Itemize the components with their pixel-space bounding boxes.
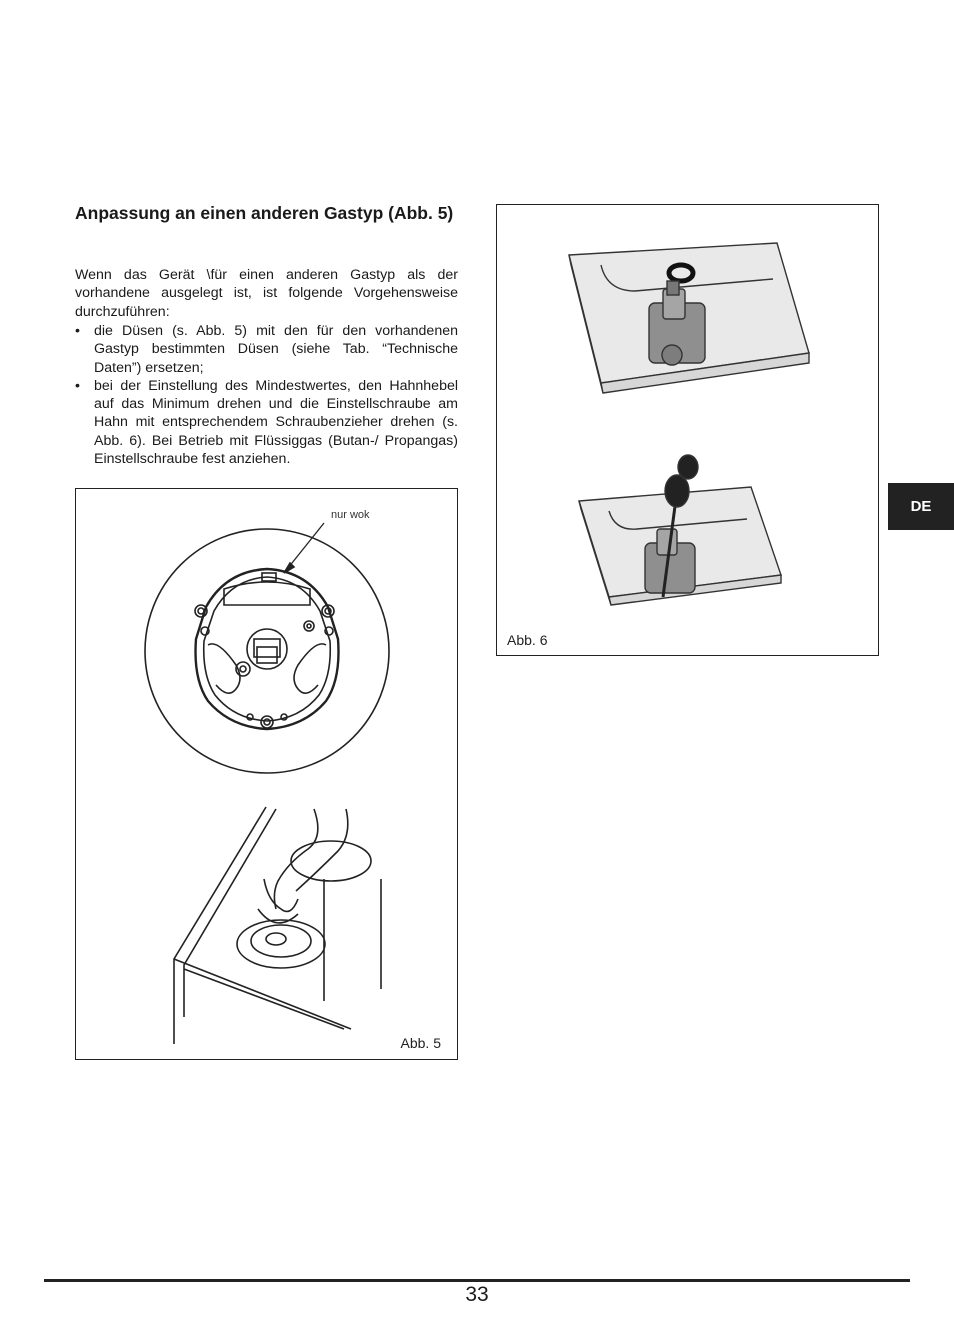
section-heading: Anpassung an einen anderen Gastyp (Abb. 5) — [75, 203, 454, 223]
bullet-symbol: • — [75, 323, 80, 339]
figure-6-caption: Abb. 6 — [507, 632, 548, 648]
intro-paragraph: Wenn das Gerät \für einen anderen Gastyp als der vorhandene ausgelegt ist, ist folgende Vorgehensweise durchzuführen: — [75, 267, 458, 320]
footer-divider — [44, 1279, 910, 1282]
language-tab: DE — [888, 483, 954, 530]
figure-5-caption: Abb. 5 — [400, 1035, 441, 1051]
instruction-list — [75, 322, 458, 468]
list-item-text: die Düsen (s. Abb. 5) mit den für den vorhandenen Gastyp bestimmten Düsen (siehe Tab. “Technische Daten”) ersetzen; — [94, 323, 458, 376]
bullet-symbol: • — [75, 377, 80, 394]
list-item — [75, 377, 458, 468]
figure-5-label: nur wok — [331, 509, 370, 521]
figure-5 — [75, 488, 458, 1060]
list-item — [75, 322, 458, 377]
valve-adjustment-illustration — [497, 205, 878, 655]
figure-6 — [496, 204, 879, 656]
burner-illustration — [76, 489, 457, 1059]
list-item-text: bei der Einstellung des Mindestwertes, den Hahnhebel auf das Minimum drehen und die Einstellschraube am Hahn mit entsprechendem Schraubenzieher drehen (s. Abb. 6). Bei Betrieb mit Flüssiggas (Butan-/ Propangas) Einstellschraube fest anziehen. — [94, 377, 458, 468]
page-number: 33 — [465, 1283, 489, 1306]
